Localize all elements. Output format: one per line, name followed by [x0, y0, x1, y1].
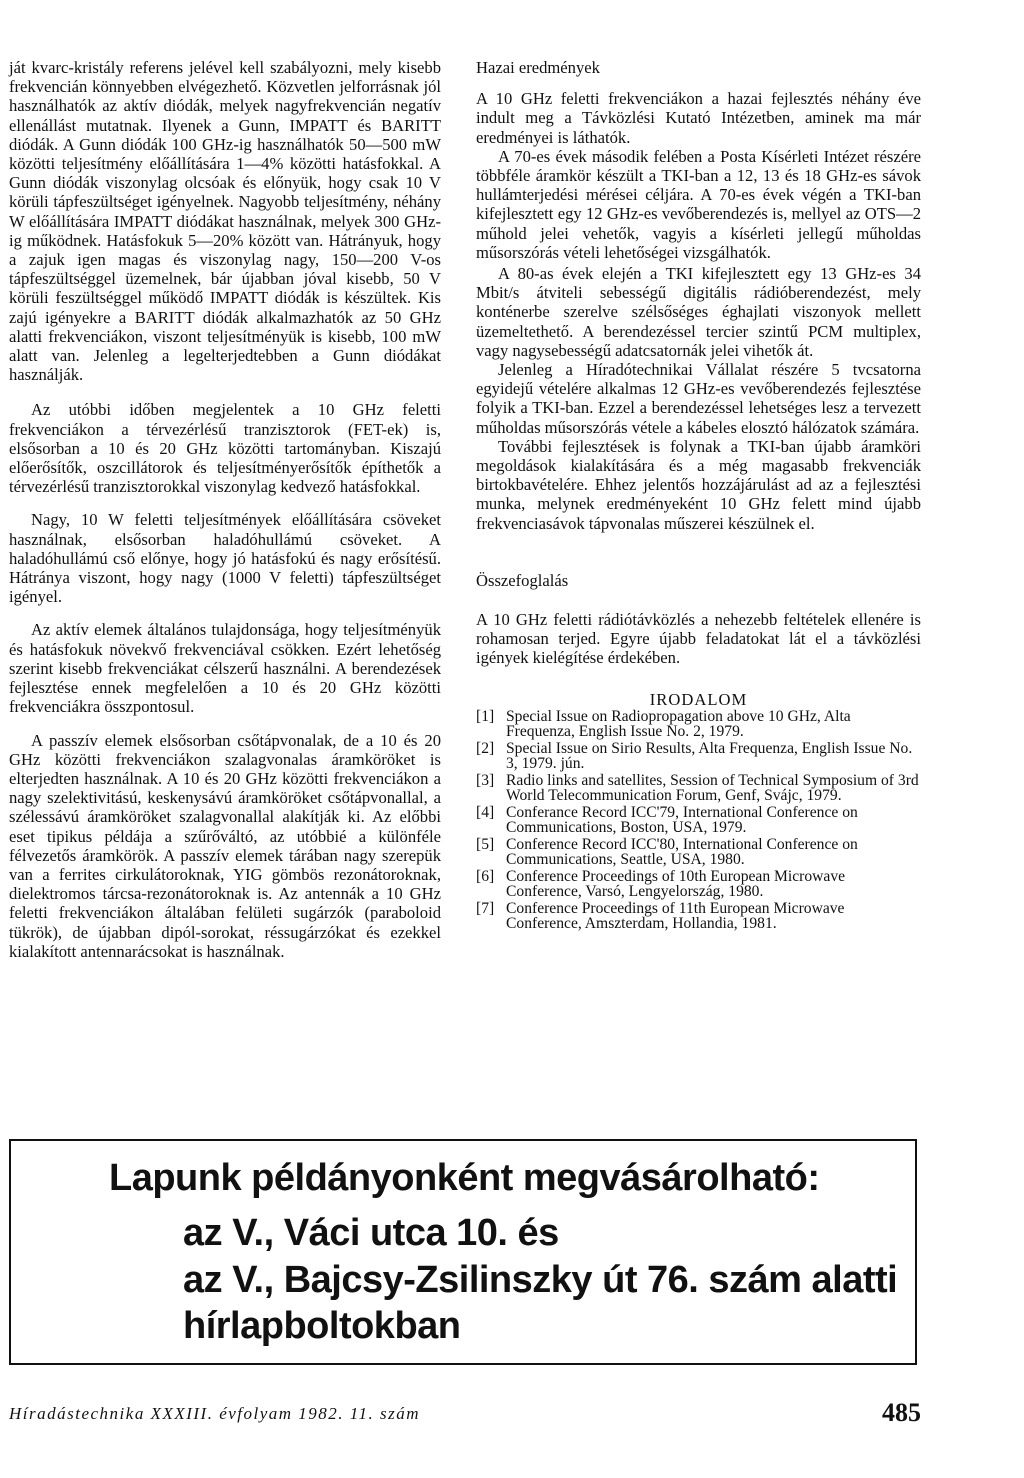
reference-item [476, 741, 921, 772]
reference-number: [2] [476, 739, 495, 757]
reference-text: Special Issue on Sirio Results, Alta Frequenza, English Issue No. 3, 1979. jún. [506, 739, 913, 773]
body-paragraph: A 80-as évek elején a TKI kifejlesztett egy 13 GHz-es 34 Mbit/s átviteli sebességű digitális rádióberendezést, mely konténerbe szerelve szélsőséges éghajlati viszonyok mellett üzemeltethető. A berendezéssel tercier szintű PCM multiplex, vagy nagysebességű adatcsatornák jelei vihetők át. [476, 264, 921, 360]
reference-item [476, 709, 921, 740]
reference-number: [6] [476, 867, 495, 885]
reference-text: Special Issue on Radiopropagation above 10 GHz, Alta Frequenza, English Issue No. 2, 1979. [506, 707, 851, 741]
reference-item [476, 869, 921, 900]
advert-box [9, 1139, 917, 1365]
body-paragraph: A 10 GHz feletti frekvenciákon a hazai fejlesztés néhány éve indult meg a Távközlési Kutató Intézetben, aminek ma már eredményei is láthatók. [476, 89, 921, 147]
advert-line: hírlapboltokban [183, 1305, 461, 1347]
body-paragraph: A 10 GHz feletti rádiótávközlés a nehezebb feltételek ellenére is rohamosan terjed. Egyre újabb feladatokat lát el a távközlési igények kielégítése érdekében. [476, 610, 921, 668]
journal-title: Híradástechnika XXXIII. évfolyam 1982. 11. szám [9, 1404, 421, 1423]
references-title: IRODALOM [649, 689, 748, 709]
reference-text: Radio links and satellites, Session of Technical Symposium of 3rd World Telecommunication Forum, Genf, Svájc, 1979. [506, 771, 919, 805]
reference-item [476, 805, 921, 836]
reference-text: Conferance Record ICC'79, International Conference on Communications, Boston, USA, 1979. [506, 803, 858, 837]
advert-line: Lapunk példányonként megvásárolható: [109, 1157, 820, 1199]
reference-number: [5] [476, 835, 495, 853]
body-paragraph: A 70-es évek második felében a Posta Kísérleti Intézet részére többféle áramkör készült a TKI-ban a 12, 13 és 18 GHz-es sávok hullámterjedési mérései céljára. A 70-es évek végén a TKI-ban kifejlesztett egy 12 GHz-es vevőberendezés is, mellyel az OTS—2 műhold jelei vehetők, vagyis a kísérleti jellegű műholdas műsorszórás vételi lehetőségei vizsgálhatók. [476, 146, 921, 262]
page-footer [9, 1398, 921, 1428]
reference-item [476, 901, 921, 932]
page-number: 485 [882, 1398, 921, 1427]
body-paragraph: További fejlesztések is folynak a TKI-ban újabb áramköri megoldások kialakítására és a még magasabb frekvenciák birtokbavételére. Ehhez jelentős hozzájárulást ad az a fejlesztési munka, melynek eredményeként 10 GHz felett mind újabb frekvenciasávok tápvonalas műszerei készülnek el. [476, 436, 921, 533]
body-paragraph: A passzív elemek elsősorban csőtápvonalak, de a 10 és 20 GHz közötti frekvenciákon szalagvonalas áramköröket is elterjedten használnak. A 10 és 20 GHz közötti frekvenciákon a nagy szelektivitású, keskenysávú áramköröket csőtápvonallal, a szélessávú áramköröket szalagvonallal alakítják ki. Az előbbi eset tipikus példája a szűrőváltó, az utóbbié a különféle félvezetős áramkörök. A passzív elemek tárában nagy szerepük van a ferrites cirkulátoroknak, YIG gömbös rezonátoroknak, dielektromos tárcsa-rezonátoroknak is. Az antennák a 10 GHz feletti frekvenciákon általában felületi sugárzók (paraboloid tükrök), de újabban dipól-sorokat, réssugárzókat és ezekkel kialakított antennarácsokat is használnak. [9, 730, 441, 961]
body-paragraph: ját kvarc-kristály referens jelével kell szabályozni, mely kisebb frekvencián könnyebben elvégezhető. Közvetlen jelforrásnak jól használhatók az aktív diódák, melyek nagyfrekvencián negatív ellenállást mutatnak. Ilyenek a Gunn, IMPATT és BARITT diódák. A Gunn diódák 100 GHz-ig használhatók 50—500 mW közötti teljesítmény előállítására 1—4% közötti hatásfokkal. A Gunn diódák viszonylag olcsóak és előnyük, hogy csak 10 V körüli tápfeszültséget igényelnek. Nagyobb teljesítmény, néhány W előállítására IMPATT diódákat használnak, melyek 300 GHz-ig működnek. Hatásfokuk 5—20% között van. Hátrányuk, hogy a zajuk igen magas és viszonylag nagy, 150—200 V-os tápfeszültséggel üzemelnek, bár újabban jóval kisebb, 50 V körüli feszültséggel működő IMPATT diódák is készültek. Kis zajú igényekre a BARITT diódák alkalmazhatók az 50 GHz alatti frekvenciákon, viszont teljesítményük is kisebb, 100 mW alatt van. Jelenleg a legelterjedtebben a Gunn diódákat használják. [9, 58, 441, 385]
reference-item [476, 773, 921, 804]
advert-line: az V., Bajcsy-Zsilinszky út 76. szám alatti [183, 1259, 898, 1301]
references-list [476, 709, 921, 932]
section-title-hazai: Hazai eredmények [476, 58, 600, 77]
advert-line: az V., Váci utca 10. és [183, 1212, 559, 1254]
body-paragraph: Nagy, 10 W feletti teljesítmények előállítására csöveket használnak, elsősorban haladóhullámú csöveket. A haladóhullámú cső előnye, hogy jó hatásfokú és nagy erősítésű. Hátránya viszont, hogy nagy (1000 V feletti) tápfeszültséget igényel. [9, 510, 441, 607]
section-title-osszefoglalas: Összefoglalás [476, 570, 569, 590]
reference-number: [1] [476, 707, 495, 725]
left-column [9, 58, 441, 961]
reference-text: Conference Proceedings of 10th European Microwave Conference, Varsó, Lengyelország, 1980. [506, 867, 846, 901]
reference-number: [4] [476, 803, 495, 821]
reference-text: Conference Proceedings of 11th European Microwave Conference, Amszterdam, Hollandia, 1981. [506, 899, 845, 933]
right-column [476, 58, 921, 933]
reference-number: [7] [476, 899, 495, 917]
body-paragraph: Jelenleg a Híradótechnikai Vállalat részére 5 tvcsatorna egyidejű vételére alkalmas 12 GHz-es vevőberendezés fejlesztése folyik a TKI-ban. Ezzel a berendezéssel lehetséges lesz a tervezett műholdas műsorszórás vétele a kábeles elosztó hálózatok számára. [476, 360, 921, 437]
body-paragraph: Az utóbbi időben megjelentek a 10 GHz feletti frekvenciákon a térvezérlésű tranzisztorok (FET-ek) is, elsősorban a 10 és 20 GHz közötti tartományban. Kiszajú előerősítők, oszcillátorok és teljesítményerősítők építhetők a térvezérlésű tranzisztorokkal viszonylag kedvező hatásfokkal. [9, 400, 441, 497]
reference-text: Conference Record ICC'80, International Conference on Communications, Seattle, USA, 1980. [506, 835, 858, 869]
reference-number: [3] [476, 771, 495, 789]
body-paragraph: Az aktív elemek általános tulajdonsága, hogy teljesítményük és hatásfokuk növekvő frekvenciával csökken. Ezért lehetőség szerint kisebb frekvenciákat célszerű használni. A berendezések fejlesztése ennek megfelelően a 10 és 20 GHz közötti frekvenciákra összpontosul. [9, 620, 441, 717]
reference-item [476, 837, 921, 868]
